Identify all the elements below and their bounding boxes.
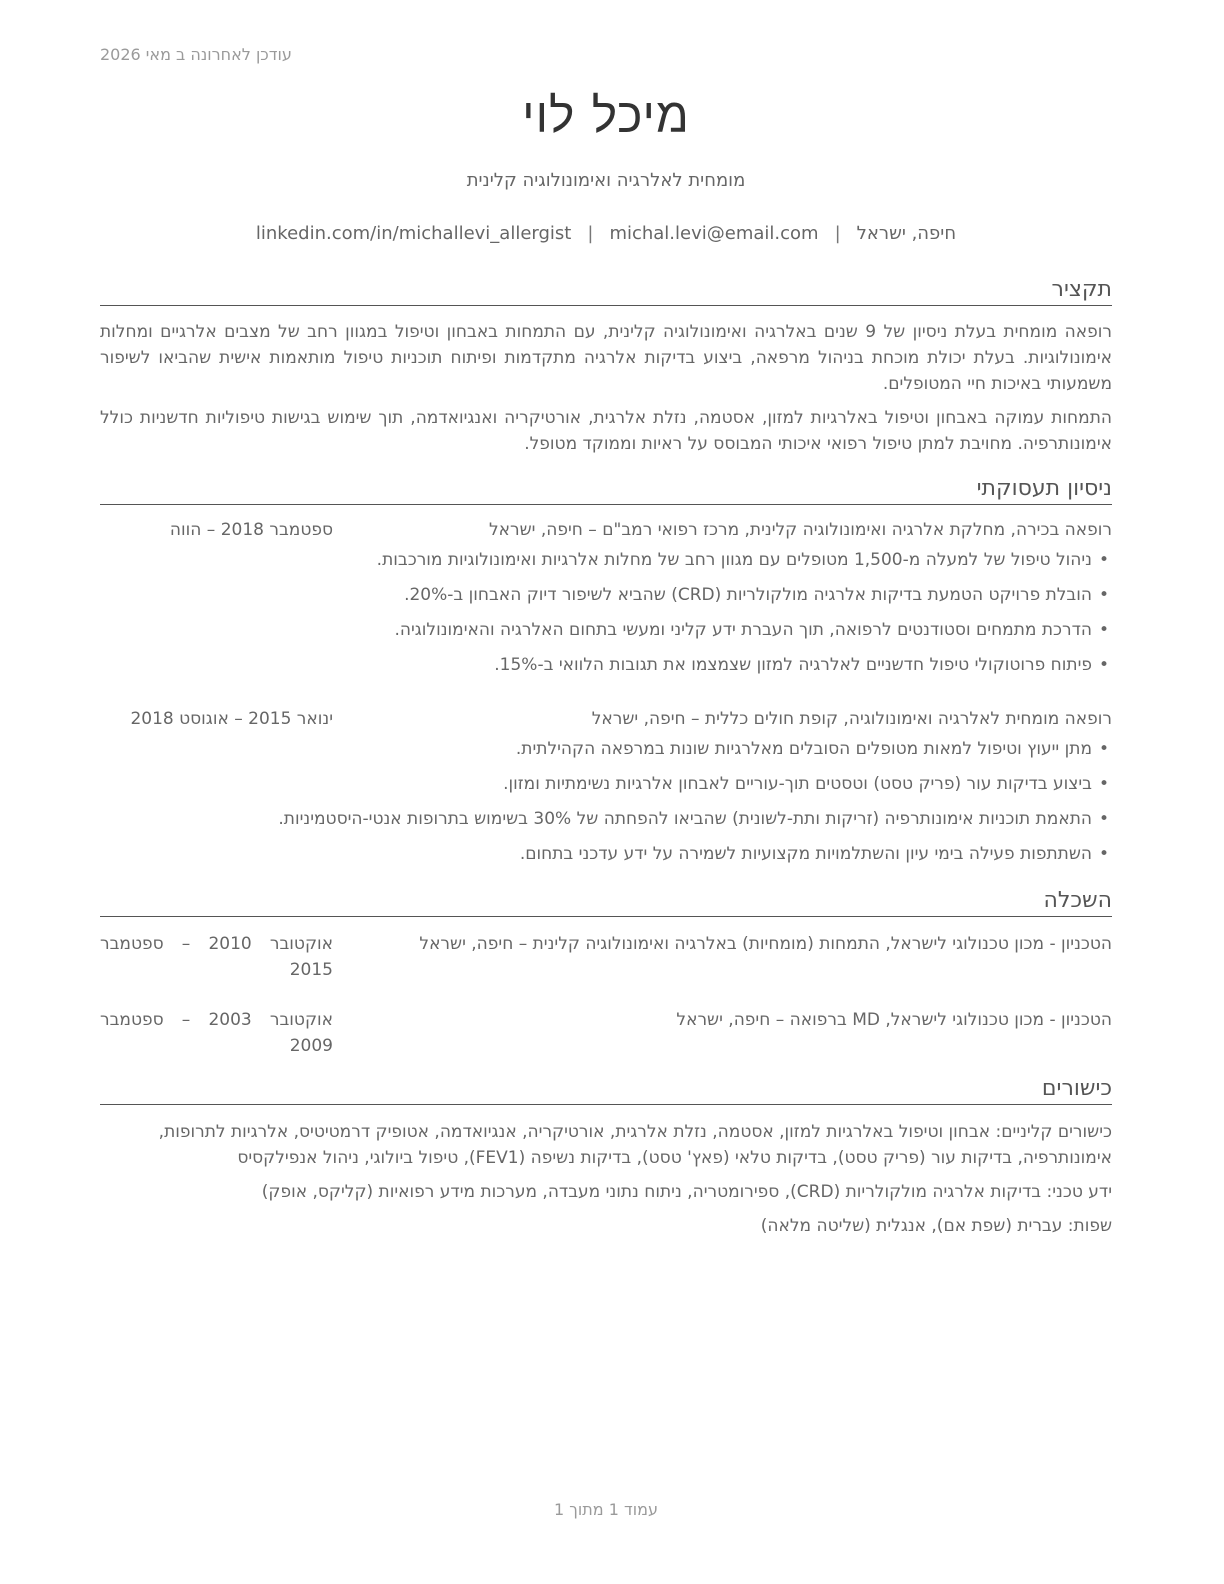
summary-paragraph: רופאה מומחית בעלת ניסיון של 9 שנים באלרגיה ואימונולוגיה קלינית, עם התמחות באבחון וטיפול במגוון רחב של מצבים אלרגיים ומחלות אימונולוגיות. בעלת יכולת מוכחת בניהול מרפאה, ביצוע בדיקות אלרגיה מתקדמות ופיתוח תוכניות טיפול מותאמות אישית שהביאו לשיפור משמעותי באיכות חיי המטופלים.	[100, 322, 1112, 394]
skills-languages: שפות: עברית (שפת אם), אנגלית (שליטה מלאה)	[760, 1216, 1112, 1236]
bullet-text: מתן ייעוץ וטיפול למאות מטופלים הסובלים מאלרגיות שונות במרפאה הקהילתית.	[515, 739, 1092, 759]
resume-page	[100, 0, 1112, 1584]
job-bullet	[404, 582, 1112, 608]
job-bullet	[503, 771, 1112, 797]
bullet-text: ניהול טיפול של למעלה מ-1,500 מטופלים עם מגוון רחב של מחלות אלרגיות ואימונולוגיות מורכבות.	[376, 550, 1092, 570]
bullet-text: התאמת תוכניות אימונותרפיה (זריקות ותת-לשונית) שהביאו להפחתה של 30% בשימוש בתרופות אנטי-היסטמיניות.	[278, 809, 1092, 829]
education-dates: אוקטובר 2003 – ספטמבר 2009	[100, 1010, 334, 1056]
bullet-icon: •	[1098, 774, 1110, 794]
summary-paragraph: התמחות עמוקה באבחון וטיפול באלרגיות למזון, אסטמה, נזלת אלרגית, אורטיקריה ואנגיואדמה, תוך שימוש בגישות טיפוליות חדשניות כולל אימונותרפיה. מחויבת למתן טיפול רפואי איכותי המבוסס על ראיות וממוקד מטופל.	[100, 408, 1112, 454]
contact-location: חיפה, ישראל	[856, 223, 957, 244]
section-title-experience: ניסיון תעסוקתי	[100, 475, 1112, 505]
bullet-icon: •	[1098, 585, 1110, 605]
job-header	[100, 706, 1112, 732]
contact-linkedin[interactable]: linkedin.com/in/michallevi_allergist	[255, 223, 572, 244]
job-header	[100, 517, 1112, 543]
job-bullet	[516, 736, 1112, 762]
contact-email[interactable]: michal.levi@email.com	[609, 223, 819, 244]
page-number: עמוד 1 מתוך 1	[554, 1500, 658, 1519]
bullet-icon: •	[1098, 809, 1110, 829]
bullet-icon: •	[1098, 550, 1110, 570]
bullet-icon: •	[1098, 739, 1110, 759]
education-title: הטכניון - מכון טכנולוגי לישראל, MD ברפואה – חיפה, ישראל	[676, 1010, 1112, 1030]
professional-title: מומחית לאלרגיה ואימונולוגיה קלינית	[466, 170, 746, 191]
contact-line	[100, 223, 1112, 244]
bullet-icon: •	[1098, 844, 1110, 864]
section-title-skills: כישורים	[100, 1075, 1112, 1105]
job-dates: ינואר 2015 – אוגוסט 2018	[130, 709, 333, 729]
job-bullet	[394, 617, 1112, 643]
skills-technical: ידע טכני: בדיקות אלרגיה מולקולריות (CRD), ספירומטריה, ניתוח נתוני מעבדה, מערכות מידע רפואיות (קליקס, אופק)	[261, 1182, 1112, 1202]
bullet-text: השתתפות פעילה בימי עיון והשתלמויות מקצועיות לשמירה על ידע עדכני בתחום.	[519, 844, 1092, 864]
bullet-text: הדרכת מתמחים וסטודנטים לרפואה, תוך העברת ידע קליני ומעשי בתחום האלרגיה והאימונולוגיה.	[394, 620, 1092, 640]
job-bullet	[377, 547, 1112, 573]
education-title: הטכניון - מכון טכנולוגי לישראל, התמחות (מומחיות) באלרגיה ואימונולוגיה קלינית – חיפה, ישראל	[419, 934, 1112, 954]
skills-clinical: כישורים קליניים: אבחון וטיפול באלרגיות למזון, אסטמה, נזלת אלרגית, אורטיקריה, אנגיואדמה, אטופיק דרמטיטיס, אלרגיות לתרופות, אימונותרפיה, בדיקות עור (פריק טסט), בדיקות טלאי (פאץ' טסט), בדיקות נשיפה (FEV1), טיפול ביולוגי, ניהול אנפילקסיס	[158, 1122, 1112, 1168]
bullet-text: פיתוח פרוטוקולי טיפול חדשניים לאלרגיה למזון שצמצמו את תגובות הלוואי ב-15%.	[494, 655, 1092, 675]
job-dates: ספטמבר 2018 – הווה	[169, 520, 333, 540]
bullet-icon: •	[1098, 655, 1110, 675]
contact-separator: |	[834, 223, 841, 244]
job-bullet	[278, 806, 1112, 832]
job-title: רופאה בכירה, מחלקת אלרגיה ואימונולוגיה קלינית, מרכז רפואי רמב"ם – חיפה, ישראל	[489, 520, 1112, 540]
candidate-name: מיכל לוי	[522, 88, 690, 144]
bullet-text: הובלת פרויקט הטמעת בדיקות אלרגיה מולקולריות (CRD) שהביא לשיפור דיוק האבחון ב-20%.	[404, 585, 1092, 605]
bullet-icon: •	[1098, 620, 1110, 640]
education-dates: אוקטובר 2010 – ספטמבר 2015	[100, 934, 334, 980]
job-bullet	[520, 841, 1112, 867]
job-bullet	[494, 652, 1112, 678]
last-updated: עודכן לאחרונה ב מאי 2026	[100, 45, 292, 64]
section-title-education: השכלה	[100, 887, 1112, 917]
section-title-summary: תקציר	[100, 276, 1112, 306]
job-title: רופאה מומחית לאלרגיה ואימונולוגיה, קופת חולים כללית – חיפה, ישראל	[591, 709, 1112, 729]
contact-separator: |	[587, 223, 594, 244]
bullet-text: ביצוע בדיקות עור (פריק טסט) וטסטים תוך-עוריים לאבחון אלרגיות נשימתיות ומזון.	[503, 774, 1092, 794]
